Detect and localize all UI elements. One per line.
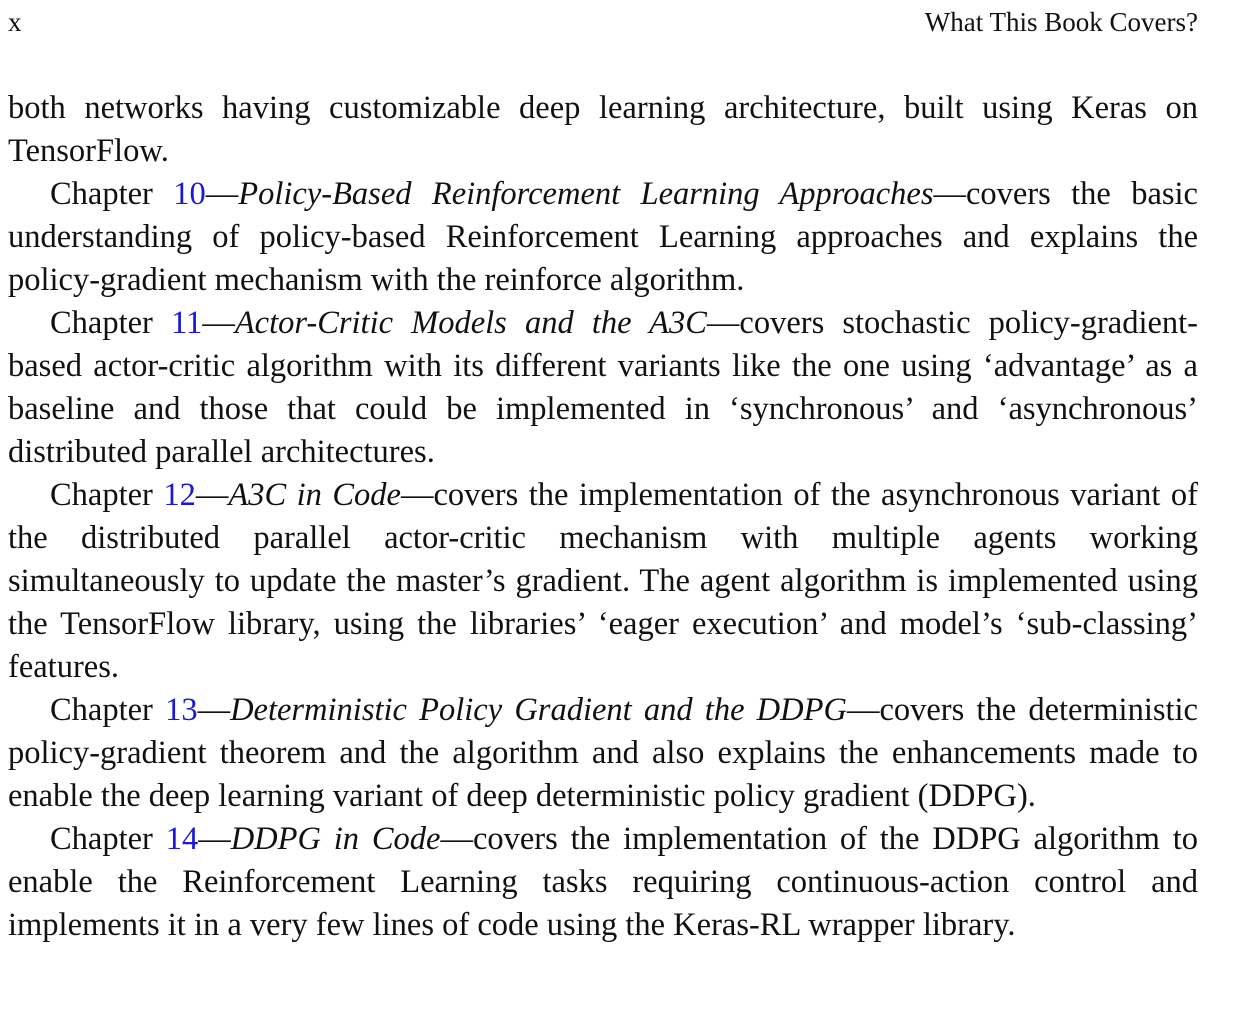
chapter-12-title: A3C in Code: [228, 477, 401, 513]
page-number: x: [8, 7, 22, 37]
em-dash: —: [400, 477, 434, 513]
em-dash: —: [197, 692, 231, 728]
chapter-12-description: covers the implementation of the asynchronous variant of the distributed parallel actor-critic mechanism with multiple agents working simultaneously to update the master’s gradient. The agent algorithm is implemented using the TensorFlow library, using the libraries’ ‘eager execution’ and model’s ‘sub-classing’ features.: [8, 477, 1198, 685]
chapter-11-description: covers stochastic policy-gradient-based actor-critic algorithm with its different variants like the one using ‘advantage’ as a baseline and those that could be implemented in ‘synchronous’ and ‘asynchronous’ distributed parallel architectures.: [8, 305, 1198, 470]
chapter-prefix: Chapter: [50, 821, 166, 857]
chapter-14-link[interactable]: 14: [165, 821, 199, 857]
chapter-13-description: covers the deterministic policy-gradient theorem and the algorithm and also explains the enhancements made to enable the deep learning variant of deep deterministic policy gradient (DDPG).: [8, 692, 1198, 814]
book-page: [8, 0, 1198, 947]
body-text: [8, 87, 1198, 947]
chapter-11-paragraph: [8, 302, 1198, 474]
em-dash: —: [846, 692, 880, 728]
chapter-14-title: DDPG in Code: [230, 821, 441, 857]
chapter-13-link[interactable]: 13: [165, 692, 198, 728]
chapter-10-description: covers the basic understanding of policy-based Reinforcement Learning approaches and explains the policy-gradient mechanism with the reinforce algorithm.: [8, 176, 1198, 298]
chapter-prefix: Chapter: [50, 176, 174, 212]
running-title: What This Book Covers?: [924, 7, 1198, 37]
running-head: [8, 0, 1198, 40]
em-dash: —: [195, 477, 229, 513]
em-dash: —: [198, 821, 231, 857]
chapter-14-paragraph: [8, 818, 1198, 947]
chapter-13-title: Deterministic Policy Gradient and the DDPG: [230, 692, 847, 728]
chapter-prefix: Chapter: [50, 692, 166, 728]
chapter-14-description: covers the implementation of the DDPG algorithm to enable the Reinforcement Learning tasks requiring continuous-action control and implements it in a very few lines of code using the Keras-RL wrapper library.: [8, 821, 1198, 943]
chapter-10-link[interactable]: 10: [173, 176, 206, 212]
chapter-prefix: Chapter: [50, 305, 172, 341]
em-dash: —: [706, 305, 740, 341]
chapter-11-title: Actor-Critic Models and the A3C: [234, 305, 707, 341]
continuation-paragraph: both networks having customizable deep learning architecture, built using Keras on TensorFlow.: [8, 90, 1198, 169]
chapter-11-link[interactable]: 11: [171, 305, 203, 341]
chapter-12-paragraph: [8, 474, 1198, 689]
chapter-12-link[interactable]: 12: [163, 477, 196, 513]
em-dash: —: [933, 176, 966, 212]
chapter-13-paragraph: [8, 689, 1198, 818]
chapter-10-paragraph: [8, 173, 1198, 302]
em-dash: —: [202, 305, 235, 341]
chapter-prefix: Chapter: [50, 477, 164, 513]
chapter-10-title: Policy-Based Reinforcement Learning Approaches: [238, 176, 934, 212]
em-dash: —: [205, 176, 239, 212]
em-dash: —: [440, 821, 473, 857]
